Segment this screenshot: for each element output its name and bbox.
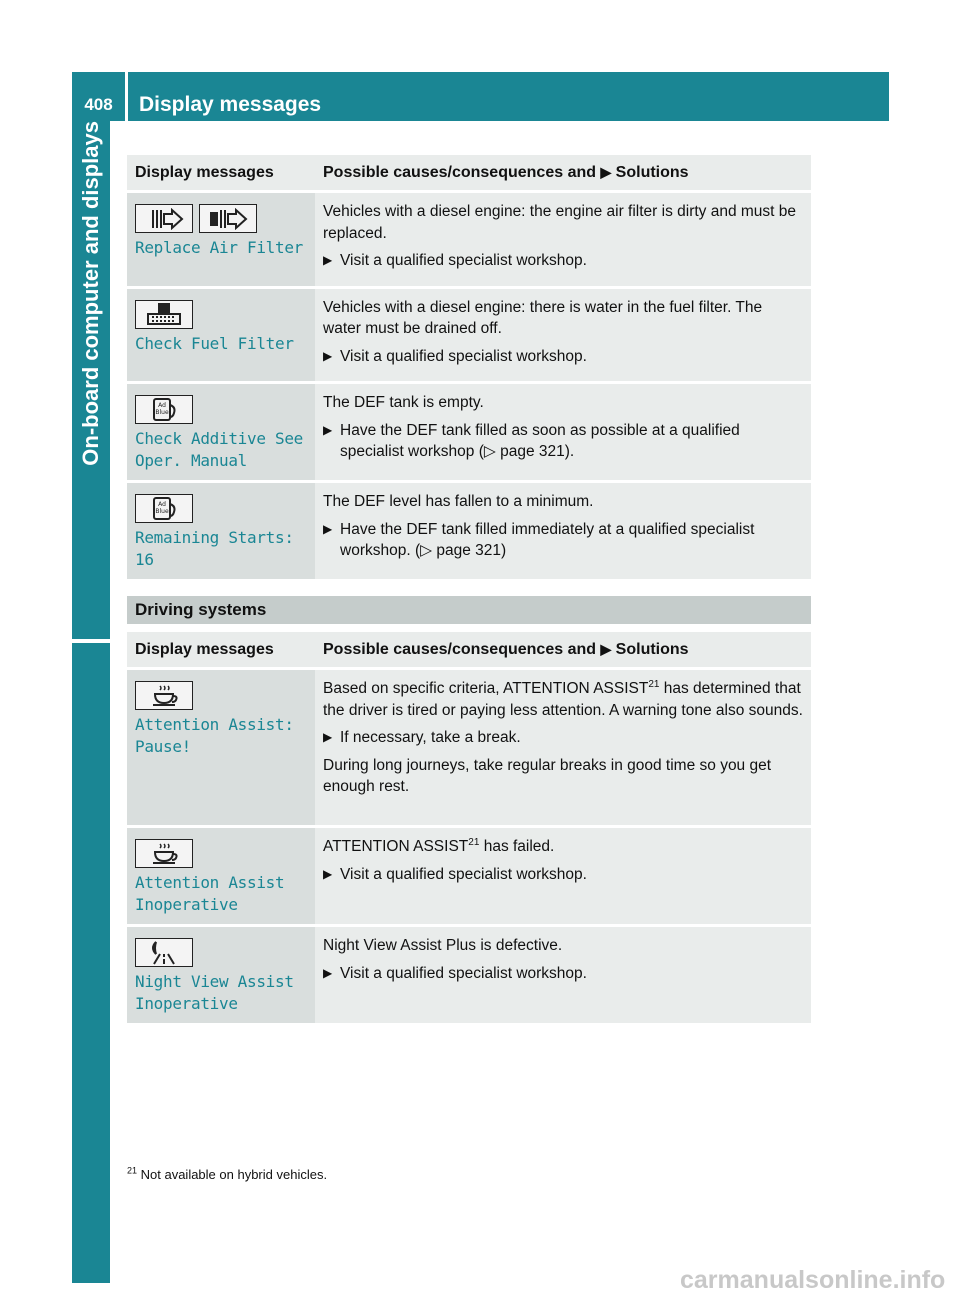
sidebar-block [72, 643, 110, 1283]
cause-text: ATTENTION ASSIST$^{21}$ has failed. [323, 836, 555, 855]
display-messages-table-2 [127, 632, 811, 1026]
col-header-display-messages: Display messages [127, 155, 315, 192]
solution-arrow-icon: ▶ [600, 163, 612, 180]
step-text: Visit a qualified specialist workshop. [340, 964, 587, 982]
svg-text:Ad: Ad [158, 500, 166, 508]
cause-text: The DEF level has fallen to a minimum. [323, 493, 594, 510]
cause-text: Vehicles with a diesel engine: there is water in the fuel filter. The water must be drained off. [323, 298, 763, 337]
col-header-display-messages: Display messages [127, 632, 315, 669]
section-heading: Driving systems [127, 596, 811, 624]
step-text: Visit a qualified specialist workshop. [340, 252, 587, 269]
table-row [127, 383, 811, 482]
adblue-icon [135, 494, 193, 523]
table-row [127, 926, 811, 1025]
svg-text:Blue: Blue [155, 507, 169, 515]
table-header-row [127, 155, 811, 192]
message-text: Check Additive See Oper. Manual [135, 429, 303, 470]
message-text: Replace Air Filter [135, 238, 303, 257]
table-row [127, 192, 811, 288]
coffee-cup-icon [135, 839, 193, 868]
footnote: $^{21}$ Not available on hybrid vehicles. [127, 1165, 328, 1182]
message-text: Attention Assist Inoperative [135, 873, 285, 914]
coffee-cup-icon [135, 681, 193, 710]
solution-arrow-icon: ▶ [600, 640, 612, 657]
col-header-solutions: Possible causes/consequences and ▶ Solutions [315, 155, 811, 192]
step-text: Have the DEF tank filled immediately at a qualified specialist workshop. (▷ page 321) [340, 520, 755, 559]
page-number: 408 [84, 95, 113, 114]
step-text: Visit a qualified specialist workshop. [340, 865, 587, 883]
adblue-icon [135, 395, 193, 424]
message-text: Attention Assist: Pause! [135, 715, 294, 756]
table-row [127, 669, 811, 827]
svg-text:Ad: Ad [158, 401, 166, 409]
col-header-solutions: Possible causes/consequences and ▶ Solutions [315, 632, 811, 669]
page-title: Display messages [139, 93, 322, 116]
cause-text: Night View Assist Plus is defective. [323, 937, 563, 954]
chapter-sidebar [72, 121, 110, 639]
message-text: Check Fuel Filter [135, 333, 294, 353]
header-divider [125, 72, 128, 121]
display-messages-table-1 [127, 155, 811, 582]
message-text: Night View Assist Inoperative [135, 972, 294, 1013]
cause-text: Vehicles with a diesel engine: the engine air filter is dirty and must be replaced. [323, 203, 797, 242]
chapter-label: On-board computer and displays [78, 121, 103, 466]
table-row [127, 827, 811, 926]
watermark: carmanualsonline.info [680, 1266, 946, 1294]
step-arrow-icon: ▶ [323, 348, 333, 363]
step-arrow-icon: ▶ [323, 521, 333, 536]
table-header-row [127, 632, 811, 669]
step-arrow-icon: ▶ [323, 253, 333, 267]
air-filter-icon [135, 204, 193, 233]
svg-text:Blue: Blue [155, 408, 169, 416]
step-arrow-icon: ▶ [323, 730, 333, 744]
cause-text: Based on specific criteria, ATTENTION ASSIST$^{21}$ has determined that the driver is tired or paying less attention. A warning tone also sounds. [323, 678, 803, 719]
message-text: Remaining Starts: 16 [135, 528, 294, 569]
step-text: Have the DEF tank filled as soon as possible at a qualified specialist workshop (▷ page 321). [340, 421, 740, 460]
step-arrow-icon: ▶ [323, 422, 333, 437]
extra-text: During long journeys, take regular breaks in good time so you get enough rest. [323, 756, 772, 795]
step-text: If necessary, take a break. [340, 729, 521, 746]
table-row [127, 287, 811, 383]
step-arrow-icon: ▶ [323, 965, 333, 980]
fuel-filter-icon [135, 300, 193, 329]
step-arrow-icon: ▶ [323, 866, 333, 881]
cause-text: The DEF tank is empty. [323, 394, 484, 411]
air-filter-alt-icon [199, 204, 257, 233]
table-row [127, 482, 811, 581]
night-view-icon [135, 938, 193, 967]
page-header [72, 72, 889, 121]
step-text: Visit a qualified specialist workshop. [340, 347, 587, 365]
